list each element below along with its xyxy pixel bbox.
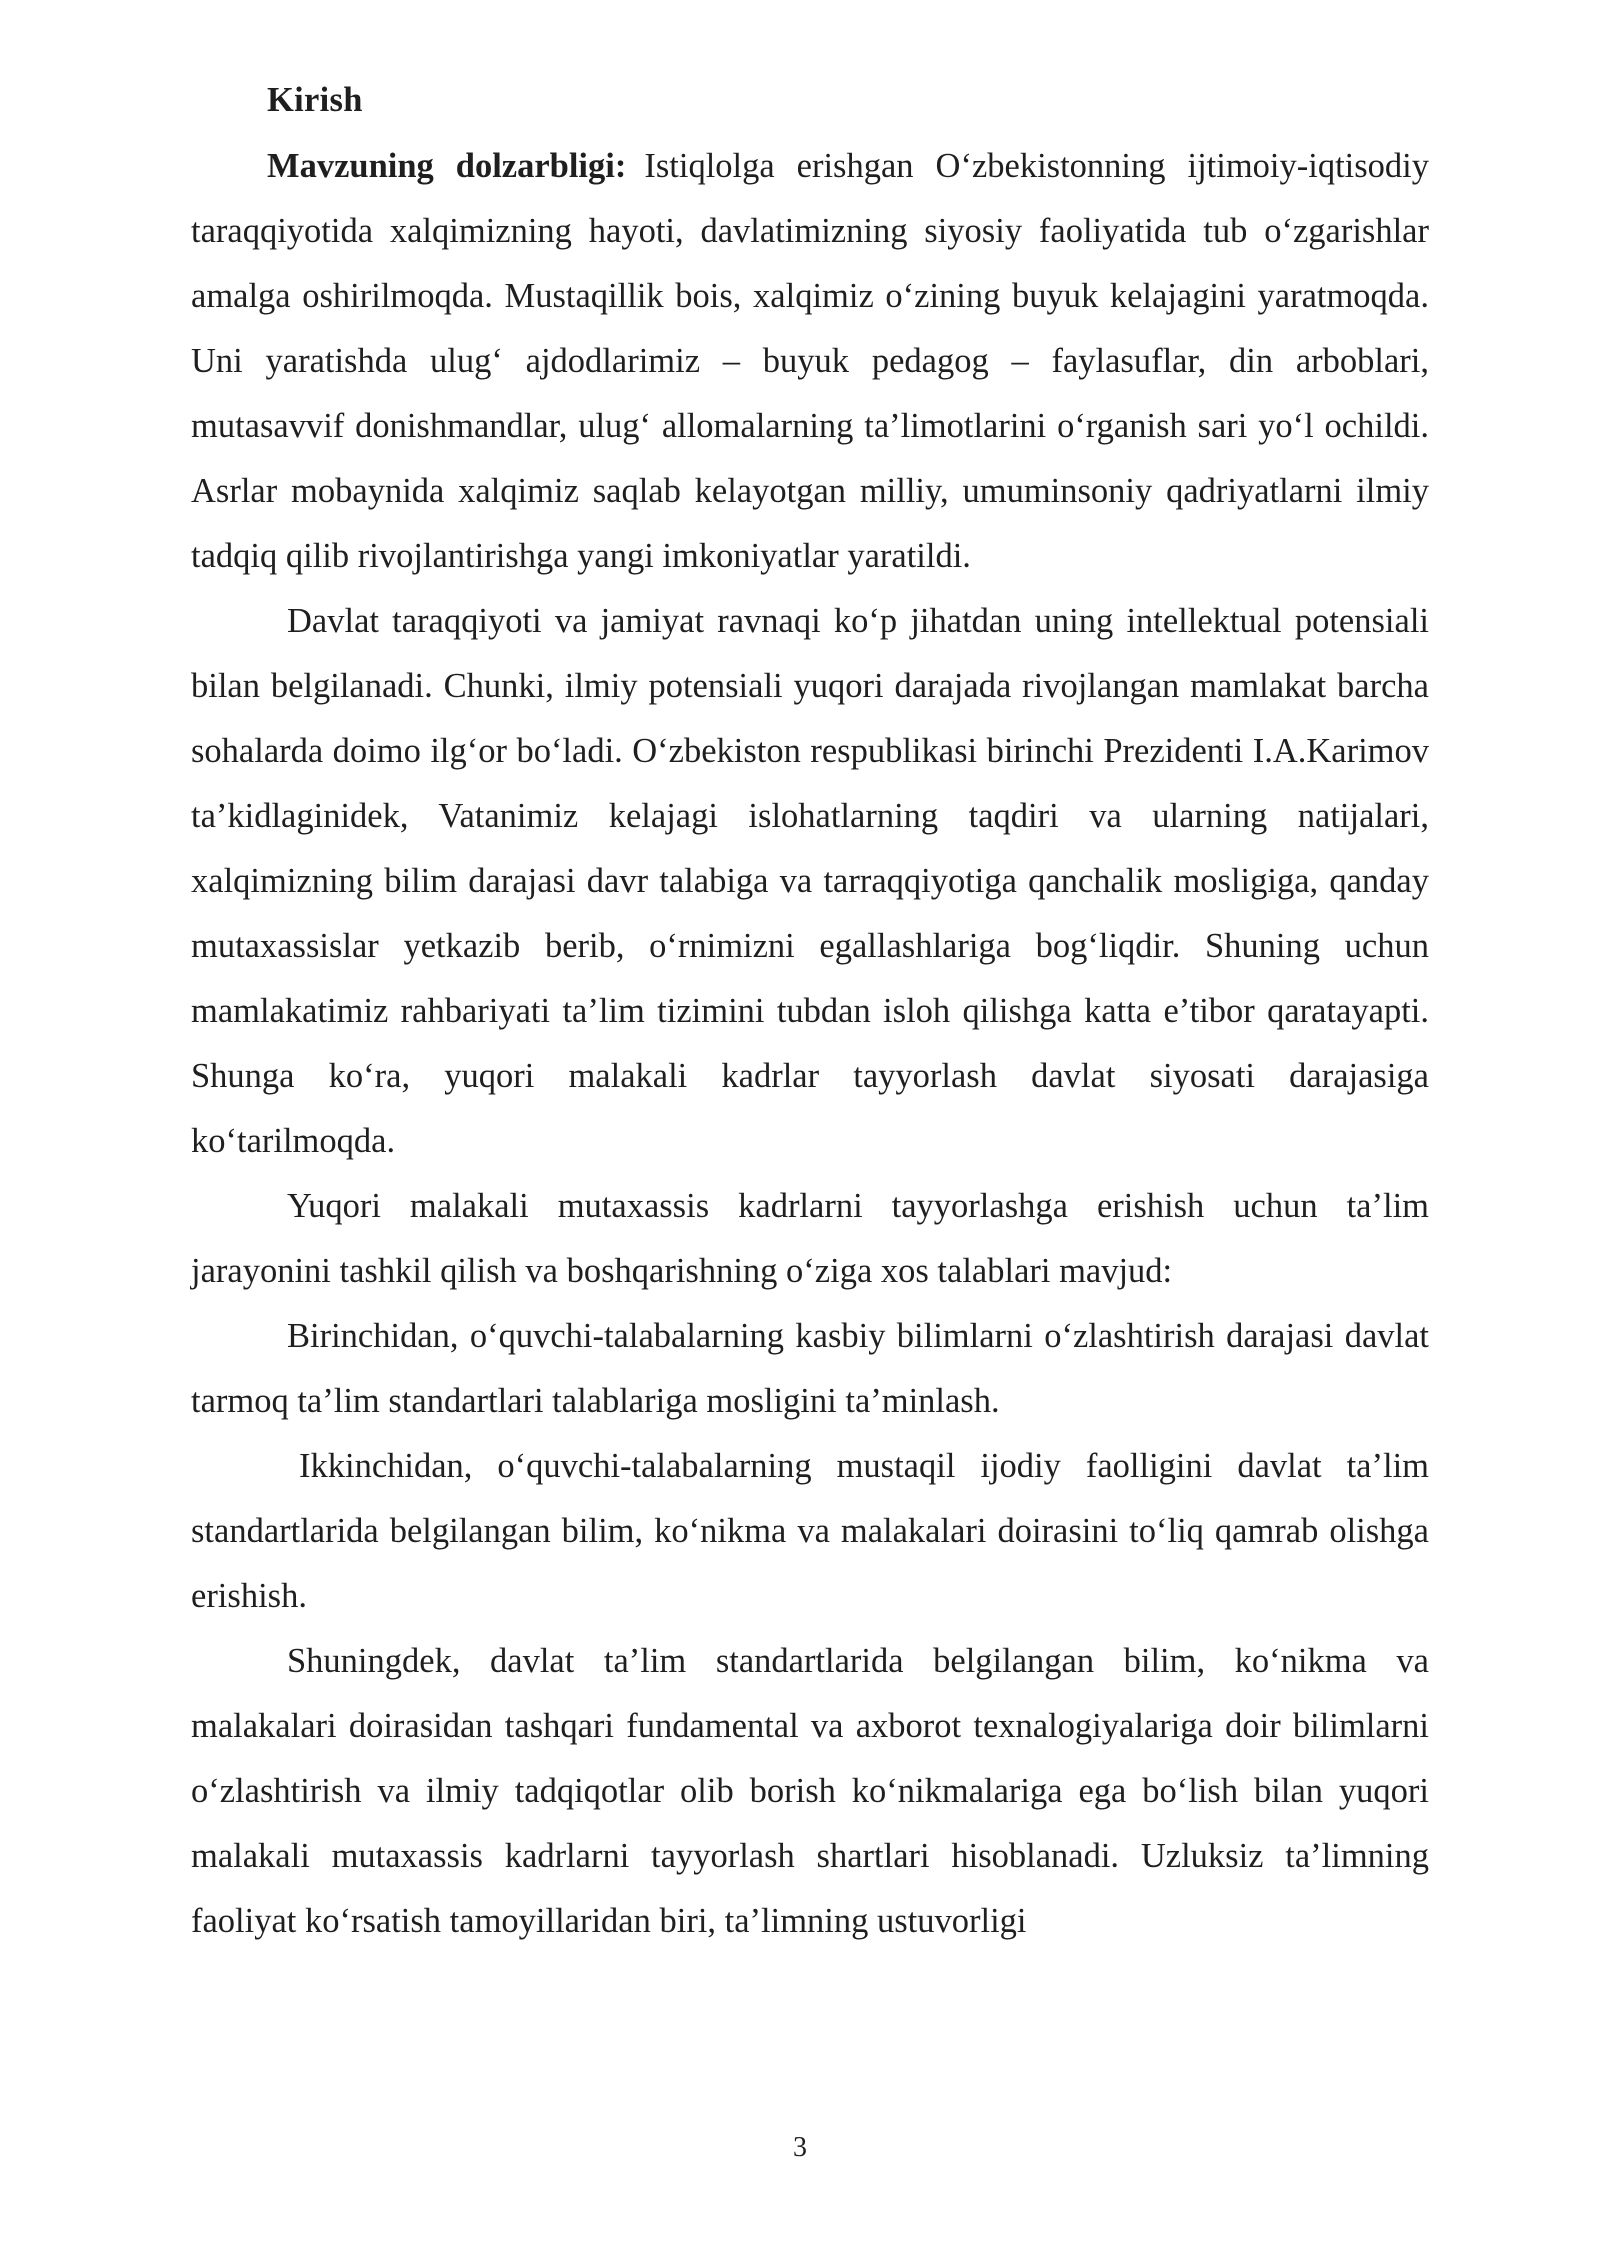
- intro-lead: Mavzuning dolzarbligi:: [267, 147, 627, 185]
- intro-paragraph: [191, 134, 1429, 589]
- body-paragraph: Yuqori malakali mutaxassis kadrlarni tayyorlashga erishish uchun ta’lim jarayonini tashkil qilish va boshqarishning o‘ziga xos talablari mavjud:: [191, 1187, 1429, 1290]
- body-paragraph: Davlat taraqqiyoti va jamiyat ravnaqi ko‘p jihatdan uning intellektual potensiali bilan belgilanadi. Chunki, ilmiy potensiali yuqori darajada rivojlangan mamlakat barcha sohalarda doimo ilg‘or bo‘ladi. O‘zbekiston respublikasi birinchi Prezidenti I.A.Karimov ta’kidlaginidek, Vatanimiz kelajagi islohatlarning taqdiri va ularning natijalari, xalqimizning bilim darajasi davr talabiga va tarraqqiyotiga qanchalik mosligiga, qanday mutaxassislar yetkazib berib, o‘rnimizni egallashlariga bog‘liqdir. Shuning uchun mamlakatimiz rahbariyati ta’lim tizimini tubdan isloh qilishga katta e’tibor qaratayapti. Shunga ko‘ra, yuqori malakali kadrlar tayyorlash davlat siyosati darajasiga ko‘tarilmoqda.: [191, 602, 1429, 1160]
- section-heading: Kirish: [267, 81, 363, 119]
- body-paragraph: Ikkinchidan, o‘quvchi-talabalarning mustaqil ijodiy faolligini davlat ta’lim standartlarida belgilangan bilim, ko‘nikma va malakalari doirasini to‘liq qamrab olishga erishish.: [191, 1447, 1429, 1615]
- body-paragraph: Birinchidan, o‘quvchi-talabalarning kasbiy bilimlarni o‘zlashtirish darajasi davlat tarmoq ta’lim standartlari talablariga mosligini ta’minlash.: [191, 1317, 1429, 1420]
- body-paragraph: Shuningdek, davlat ta’lim standartlarida belgilangan bilim, ko‘nikma va malakalari doirasidan tashqari fundamental va axborot texnalogiyalariga doir bilimlarni o‘zlashtirish va ilmiy tadqiqotlar olib borish ko‘nikmalariga ega bo‘lish bilan yuqori malakali mutaxassis kadrlarni tayyorlash shartlari hisoblanadi. Uzluksiz ta’limning faoliyat ko‘rsatish tamoyillaridan biri, ta’limning ustuvorligi: [191, 1642, 1429, 1940]
- page-number: 3: [793, 2132, 807, 2163]
- intro-text: Istiqlolga erishgan O‘zbekistonning ijtimoiy-iqtisodiy taraqqiyotida xalqimizning hayoti, davlatimizning siyosiy faoliyatida tub o‘zgarishlar amalga oshirilmoqda. Mustaqillik bois, xalqimiz o‘zining buyuk kelajagini yaratmoqda. Uni yaratishda ulug‘ ajdodlarimiz – buyuk pedagog – faylasuflar, din arboblari, mutasavvif donishmandlar, ulug‘ allomalarning ta’limotlarini o‘rganish sari yo‘l ochildi. Asrlar mobaynida xalqimiz saqlab kelayotgan milliy, umuminsoniy qadriyatlarni ilmiy tadqiq qilib rivojlantirishga yangi imkoniyatlar yaratildi.: [191, 147, 1430, 575]
- document-body: [191, 72, 1429, 1954]
